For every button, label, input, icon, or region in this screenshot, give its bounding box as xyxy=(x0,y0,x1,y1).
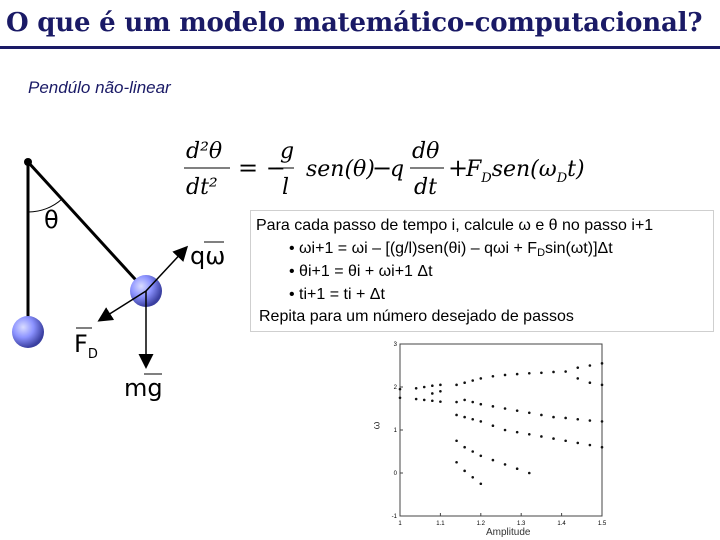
data-point xyxy=(564,439,567,442)
data-point xyxy=(471,401,474,404)
data-point xyxy=(552,371,555,374)
eq-dt: dt xyxy=(414,175,437,200)
eq-plus: + xyxy=(448,154,469,182)
data-point xyxy=(455,384,458,387)
data-point xyxy=(463,446,466,449)
y-tick-label: 1 xyxy=(393,428,397,434)
data-point xyxy=(471,450,474,453)
data-point xyxy=(471,379,474,382)
data-point xyxy=(415,387,418,390)
data-point xyxy=(576,442,579,445)
data-point xyxy=(431,392,434,395)
data-point xyxy=(601,446,604,449)
data-point xyxy=(504,374,507,377)
data-point xyxy=(471,476,474,479)
eq-g: g xyxy=(280,139,295,164)
data-point xyxy=(471,418,474,421)
eq-l: l xyxy=(282,175,290,200)
data-point xyxy=(431,399,434,402)
q-omega-label: qω xyxy=(190,242,226,270)
data-point xyxy=(589,381,592,384)
data-point xyxy=(480,482,483,485)
eq-lhs-denominator: dt² xyxy=(186,175,218,200)
data-point xyxy=(528,372,531,375)
data-point xyxy=(516,431,519,434)
data-point xyxy=(480,455,483,458)
data-point xyxy=(589,444,592,447)
data-point xyxy=(528,472,531,475)
data-point xyxy=(455,414,458,417)
data-point xyxy=(431,384,434,387)
data-point xyxy=(576,366,579,369)
data-point xyxy=(540,435,543,438)
data-point xyxy=(415,398,418,401)
driving-force-label: $F_D$ xyxy=(74,330,98,362)
chart-plot-area xyxy=(400,344,602,516)
x-tick-label: 1.4 xyxy=(557,521,566,527)
step-theta-update: • θi+1 = θi + ωi+1 Δt xyxy=(289,263,433,280)
driving-force-arrow xyxy=(100,291,146,320)
gravity-label: mg xyxy=(124,374,163,402)
data-point xyxy=(399,396,402,399)
data-point xyxy=(480,420,483,423)
data-point xyxy=(439,400,442,403)
data-point xyxy=(516,467,519,470)
data-point xyxy=(552,416,555,419)
data-point xyxy=(480,403,483,406)
y-tick-label: 3 xyxy=(393,342,397,348)
steps-intro: Para cada passo de tempo i, calcule ω e θ no passo i+1 xyxy=(256,217,654,234)
steps-outro: Repita para um número desejado de passos xyxy=(259,308,574,325)
data-point xyxy=(439,384,442,387)
slide-title: O que é um modelo matemático-computacional? xyxy=(6,8,703,38)
eq-q: q xyxy=(390,157,405,182)
q-omega-arrow xyxy=(146,248,186,291)
step-time-update: • ti+1 = ti + Δt xyxy=(289,286,385,303)
data-point xyxy=(589,419,592,422)
data-point xyxy=(455,401,458,404)
slide-subtitle: Pendúlo não-linear xyxy=(28,78,171,97)
chart-ylabel: ω xyxy=(371,421,383,430)
x-tick-label: 1.5 xyxy=(597,521,607,527)
title-rule xyxy=(0,46,720,49)
data-point xyxy=(528,433,531,436)
data-point xyxy=(516,409,519,412)
data-point xyxy=(601,420,604,423)
pendulum-equation xyxy=(182,130,602,210)
data-point xyxy=(455,439,458,442)
data-point xyxy=(516,373,519,376)
eq-forcing: $F_Dsen(\omega_Dt)$ xyxy=(466,157,585,186)
x-tick-label: 1.1 xyxy=(436,521,445,527)
data-point xyxy=(564,417,567,420)
data-point xyxy=(576,377,579,380)
algorithm-box xyxy=(250,210,714,332)
data-point xyxy=(601,362,604,365)
data-point xyxy=(492,375,495,378)
data-point xyxy=(439,390,442,393)
data-point xyxy=(564,370,567,373)
data-point xyxy=(504,429,507,432)
step-omega-update: • $\omega i+1 = \omega i - [(g/l)sen(\theta i) - q\omega i + F_D\sin(\omega t)]\Delta t$ xyxy=(289,240,613,259)
data-point xyxy=(463,381,466,384)
data-point xyxy=(540,414,543,417)
x-tick-label: 1.3 xyxy=(517,521,526,527)
data-point xyxy=(552,437,555,440)
data-point xyxy=(504,463,507,466)
eq-lhs-numerator: d²θ xyxy=(186,139,223,164)
x-tick-label: 1 xyxy=(398,521,402,527)
data-point xyxy=(480,377,483,380)
theta-label: θ xyxy=(44,206,59,234)
chart-xlabel: Amplitude xyxy=(486,527,531,538)
x-tick-label: 1.2 xyxy=(476,521,485,527)
data-point xyxy=(492,459,495,462)
data-point xyxy=(455,461,458,464)
bifurcation-chart xyxy=(380,338,630,528)
eq-dtheta: dθ xyxy=(412,139,440,164)
data-point xyxy=(463,399,466,402)
data-point xyxy=(601,384,604,387)
data-point xyxy=(399,388,402,391)
data-point xyxy=(540,372,543,375)
data-point xyxy=(528,412,531,415)
eq-minus: − xyxy=(372,154,393,182)
data-point xyxy=(576,418,579,421)
data-point xyxy=(463,416,466,419)
eq-equals-minus: = − xyxy=(238,154,286,182)
data-point xyxy=(589,364,592,367)
data-point xyxy=(504,407,507,410)
y-tick-label: 0 xyxy=(393,471,397,477)
y-tick-label: 2 xyxy=(393,385,397,391)
data-point xyxy=(423,386,426,389)
eq-sen-theta: sen(θ) xyxy=(306,157,375,182)
data-point xyxy=(492,424,495,427)
data-point xyxy=(423,399,426,402)
data-point xyxy=(492,405,495,408)
data-point xyxy=(463,470,466,473)
y-tick-label: -1 xyxy=(391,514,397,520)
rest-bob xyxy=(12,316,44,348)
